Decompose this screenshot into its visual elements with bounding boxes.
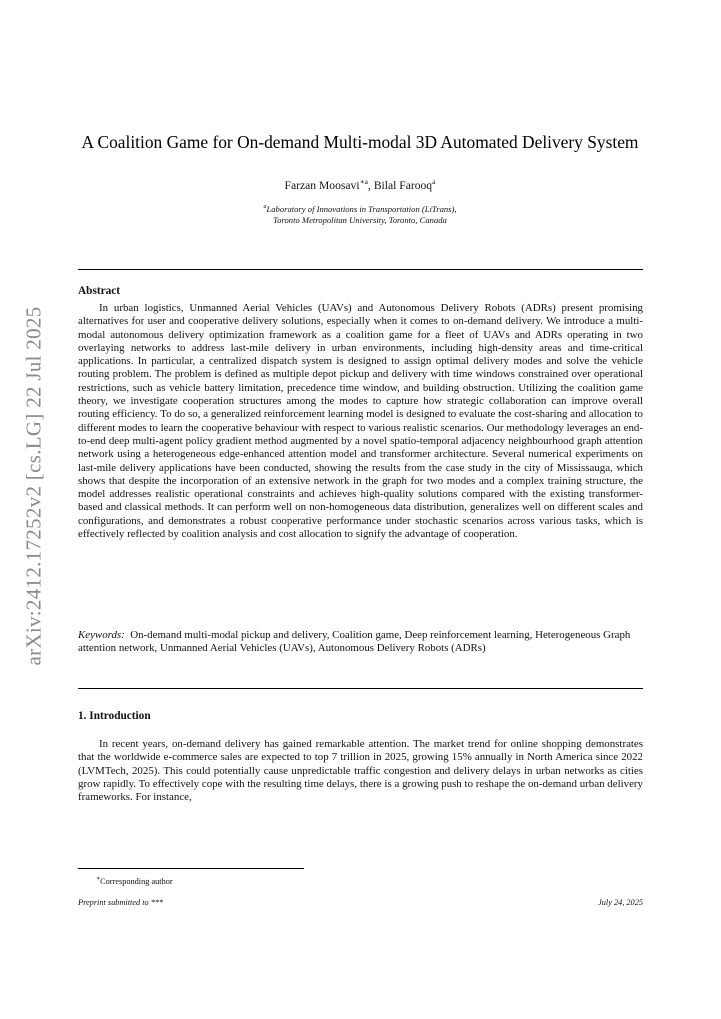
arxiv-identifier-sidebar bbox=[14, 300, 54, 672]
section-heading-introduction: 1. Introduction bbox=[78, 710, 151, 722]
affiliation bbox=[60, 202, 660, 227]
abstract-bottom-rule bbox=[78, 688, 643, 689]
author-list bbox=[60, 175, 660, 193]
abstract-top-rule bbox=[78, 269, 643, 270]
affiliation-line: $^a$Laboratory of Innovations in Transportation (LiTrans), bbox=[263, 203, 457, 214]
affiliation-line: Toronto Metropolitan University, Toronto, Canada bbox=[273, 215, 447, 226]
author-separator: , bbox=[368, 178, 374, 192]
preprint-date: July 24, 2025 bbox=[598, 898, 643, 907]
arxiv-identifier: arXiv:2412.17252v2 [cs.LG] 22 Jul 2025 bbox=[21, 306, 46, 666]
author-name: Farzan Moosavi bbox=[284, 178, 360, 192]
footnote bbox=[96, 874, 173, 887]
author-affiliation-mark: ∗a bbox=[359, 177, 369, 186]
keywords-label: Keywords: bbox=[78, 629, 125, 641]
author-affiliation-mark: a bbox=[432, 177, 436, 186]
keywords bbox=[78, 629, 643, 656]
abstract-heading: Abstract bbox=[78, 285, 121, 297]
affiliation-mark: a bbox=[263, 204, 267, 210]
abstract-text: In urban logistics, Unmanned Aerial Vehicles (UAVs) and Autonomous Delivery Robots (ADRs) present promising alternatives for user and cooperative delivery solutions, especially when it comes to on-demand delivery. We introduce a multi-modal autonomous delivery optimization framework as a coalition game for a fleet of UAVs and ADRs operating in two overlaying networks to address last-mile delivery in urban environments, including high-density areas and time-critical applications. In particular, a centralized dispatch system is designed to assign optimal delivery modes and solve the vehicle routing problem. The problem is defined as multiple depot pickup and delivery with time windows constrained over operational restrictions, such as vehicle battery limitation, precedence time window, and building obstruction. Utilizing the coalition game theory, we investigate cooperation structures among the modes to capture how strategic collaboration can improve overall routing efficiency. To do so, a generalized reinforcement learning model is designed to evaluate the cost-sharing and allocation to different modes to learn the cooperative behaviour with respect to various realistic scenarios. Our methodology leverages an end-to-end deep multi-agent policy gradient method augmented by a novel spatio-temporal adjacency neighbourhood graph attention network using a heterogeneous edge-enhanced attention model and transformer architecture. Several numerical experiments on last-mile delivery applications have been conducted, showing the results from the case study in the city of Mississauga, which shows that despite the incorporation of an extensive network in the graph for two modes and a complex training structure, the model addresses realistic operational constraints and achieves high-quality solutions compared with the existing transformer-based and classical methods. It can perform well on non-homogeneous data distribution, generalizes well on different scales and configurations, and demonstrates a robust cooperative performance under stochastic scenarios across various tasks, which is effectively reflected by coalition analysis and cost allocation to signify the advantage of cooperation. bbox=[78, 302, 643, 541]
introduction-paragraph: In recent years, on-demand delivery has gained remarkable attention. The market trend for online shopping demonstrates that the worldwide e-commerce sales are expected to top 7 trillion in 2025, growing 15% annually in North America since 2022 (LVMTech, 2025). This could potentially cause unpredictable traffic congestion and delivery delays in urban networks as cities grow rapidly. To effectively cope with the resulting time delays, there is a growing push to reshape the on-demand urban delivery frameworks. For instance, bbox=[78, 738, 643, 804]
footnote-rule bbox=[78, 868, 304, 869]
footnote-mark: ∗ bbox=[96, 876, 101, 882]
preprint-notice: Preprint submitted to *** bbox=[78, 898, 164, 907]
author-name: Bilal Farooq bbox=[373, 178, 433, 192]
paper-title: A Coalition Game for On-demand Multi-modal 3D Automated Delivery System bbox=[81, 132, 639, 152]
keywords-text: On-demand multi-modal pickup and delivery, Coalition game, Deep reinforcement learning, Heterogeneous Graph attention network, Unmanned Aerial Vehicles (UAVs), Autonomous Delivery Robots (ADRs) bbox=[78, 629, 631, 655]
footnote-text: Corresponding author bbox=[100, 876, 173, 886]
